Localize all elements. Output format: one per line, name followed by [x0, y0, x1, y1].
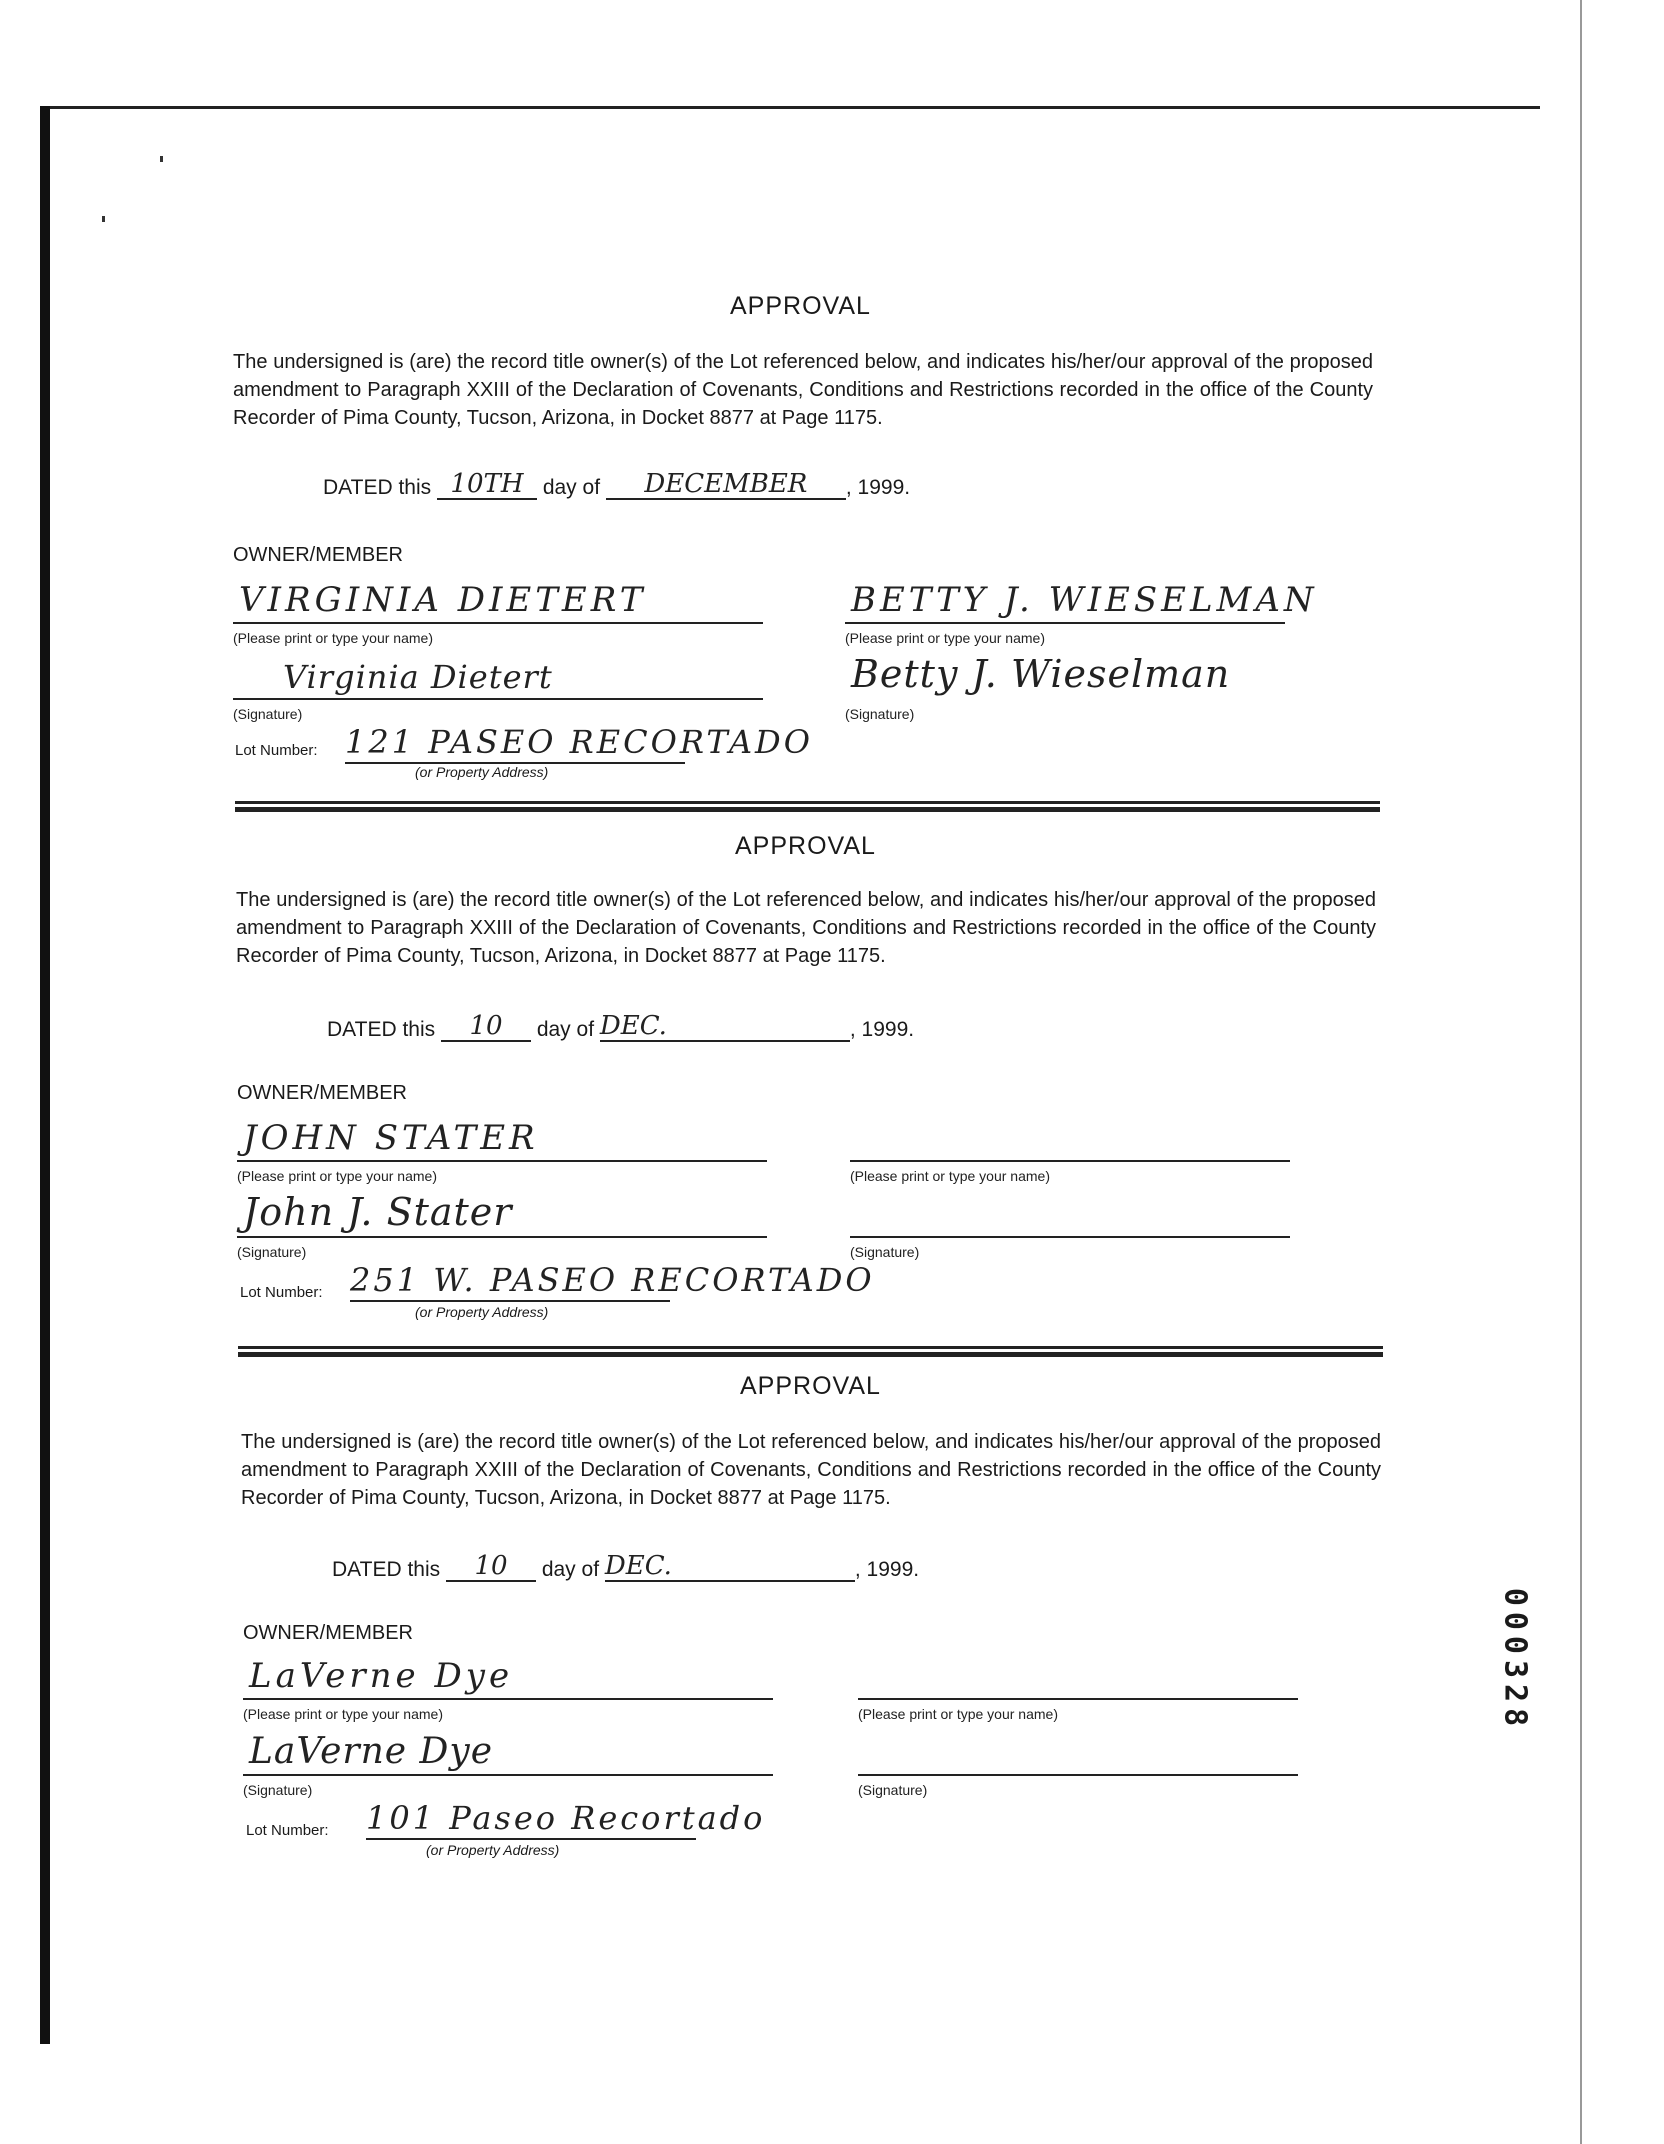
day-field[interactable]: 10TH: [437, 470, 537, 500]
scan-edge-left: [40, 106, 50, 2044]
month-field[interactable]: DEC.: [605, 1552, 855, 1582]
day-field[interactable]: 10: [446, 1552, 536, 1582]
owner-name-field-left[interactable]: VIRGINIA DIETERT (Please print or type your name): [233, 570, 763, 646]
approval-body: The undersigned is (are) the record title owner(s) of the Lot referenced below, and indicates his/her/our approval of the proposed amendment to Paragraph XXIII of the Declaration of Covenants, Conditions and Restrictions recorded in the office of the County Recorder of Pima County, Tucson, Arizona, in Docket 8877 at Page 1175.: [241, 1431, 1381, 1509]
day-field[interactable]: 10: [441, 1012, 531, 1042]
signature-field-right[interactable]: (Signature): [858, 1722, 1298, 1798]
owner-name-field-left[interactable]: LaVerne Dye (Please print or type your name): [243, 1646, 773, 1722]
section-divider: [235, 801, 1380, 813]
lot-number: Lot Number: 121 PASEO RECORTADO (or Property Address): [235, 723, 813, 780]
document-stamp-number: 000328: [1497, 1587, 1533, 1733]
scan-speck: [102, 216, 105, 222]
month-field[interactable]: DECEMBER: [606, 470, 846, 500]
lot-number: Lot Number: 251 W. PASEO RECORTADO (or Property Address): [240, 1261, 875, 1320]
approval-heading: APPROVAL: [740, 1372, 881, 1400]
signature-field-left[interactable]: LaVerne Dye (Signature): [243, 1722, 773, 1798]
signature-field-left[interactable]: Virginia Dietert (Signature): [233, 646, 763, 722]
owner-name-field-right[interactable]: (Please print or type your name): [858, 1646, 1298, 1722]
scan-speck: [160, 156, 163, 162]
owner-member-label: OWNER/MEMBER: [237, 1082, 407, 1104]
owner-member-label: OWNER/MEMBER: [233, 544, 403, 566]
signature-field-left[interactable]: John J. Stater (Signature): [237, 1184, 767, 1260]
owner-name-field-right[interactable]: (Please print or type your name): [850, 1108, 1290, 1184]
month-field[interactable]: DEC.: [600, 1012, 850, 1042]
approval-body: The undersigned is (are) the record title owner(s) of the Lot referenced below, and indicates his/her/our approval of the proposed amendment to Paragraph XXIII of the Declaration of Covenants, Conditions and Restrictions recorded in the office of the County Recorder of Pima County, Tucson, Arizona, in Docket 8877 at Page 1175.: [233, 351, 1373, 429]
signature-field-right[interactable]: Betty J. Wieselman (Signature): [845, 652, 1231, 722]
dated-line: DATED this 10 day of DEC. , 1999.: [327, 1011, 915, 1041]
approval-body: The undersigned is (are) the record title owner(s) of the Lot referenced below, and indicates his/her/our approval of the proposed amendment to Paragraph XXIII of the Declaration of Covenants, Conditions and Restrictions recorded in the office of the County Recorder of Pima County, Tucson, Arizona, in Docket 8877 at Page 1175.: [236, 889, 1376, 967]
section-divider: [238, 1346, 1383, 1358]
lot-number-field[interactable]: 101 Paseo Recortado: [366, 1798, 696, 1840]
dated-line: DATED this 10 day of DEC. , 1999.: [332, 1551, 920, 1581]
owner-name-field-left[interactable]: JOHN STATER (Please print or type your name): [237, 1108, 767, 1184]
approval-heading: APPROVAL: [730, 292, 871, 320]
lot-number-field[interactable]: 251 W. PASEO RECORTADO: [350, 1260, 670, 1302]
lot-number-field[interactable]: 121 PASEO RECORTADO: [345, 722, 685, 764]
scan-edge-top: [40, 106, 1540, 109]
dated-line: DATED this 10TH day of DECEMBER , 1999.: [323, 469, 911, 499]
lot-number: Lot Number: 101 Paseo Recortado (or Property Address): [246, 1799, 766, 1858]
signature-field-right[interactable]: (Signature): [850, 1184, 1290, 1260]
scan-edge-right: [1580, 0, 1582, 2144]
owner-name-field-right[interactable]: BETTY J. WIESELMAN (Please print or type your name): [845, 580, 1318, 646]
owner-member-label: OWNER/MEMBER: [243, 1622, 413, 1644]
approval-heading: APPROVAL: [735, 832, 876, 860]
